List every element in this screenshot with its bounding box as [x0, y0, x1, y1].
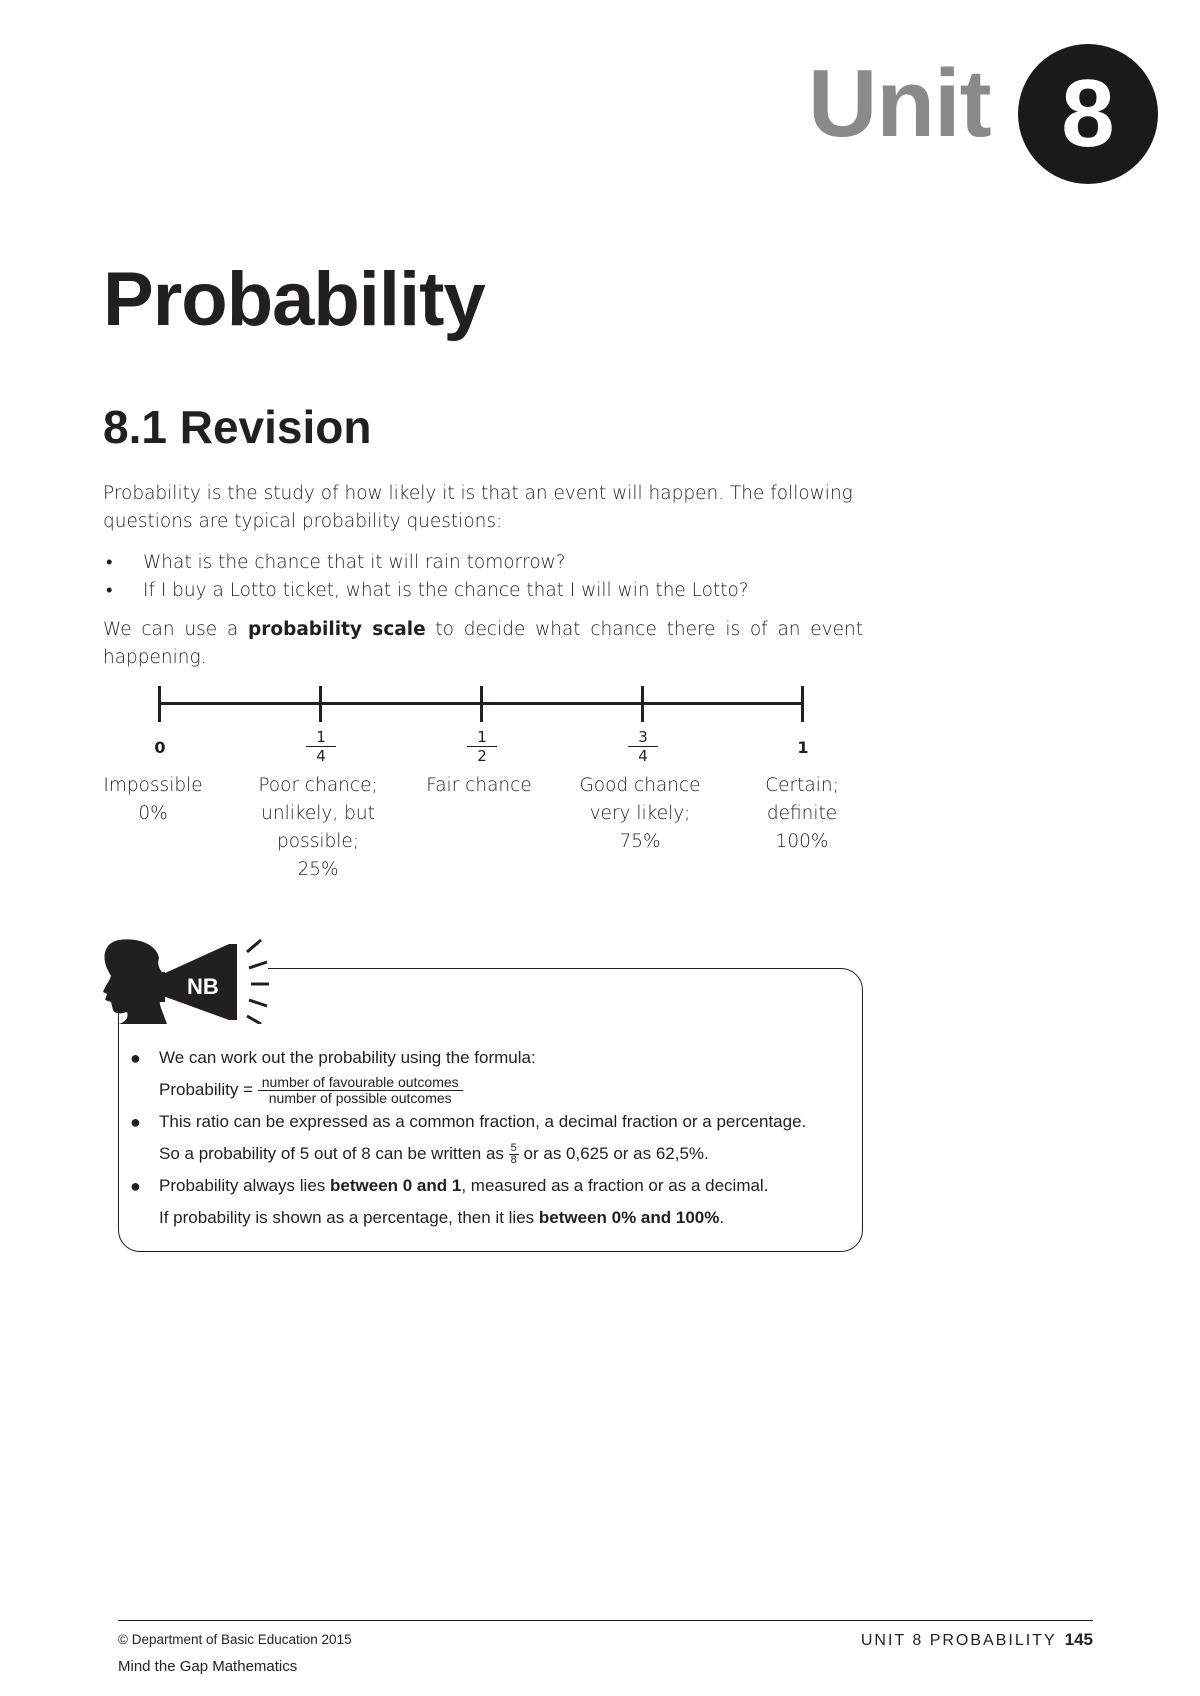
intro-paragraph: Probability is the study of how likely it is that an event will happen. The following questions are typical probability questions: [103, 483, 853, 532]
nb-list [130, 1042, 840, 1234]
scale-description-fair: Fair chance [426, 775, 532, 796]
footer-running-title: UNIT 8 PROBABILITY 145 [860, 1630, 1093, 1649]
list-item: • If I buy a Lotto ticket, what is the chance that I will win the Lotto? [103, 577, 863, 605]
scale-tick [480, 686, 483, 722]
scale-description-certain: Certain; definite 100% [765, 775, 839, 852]
list-item: ● This ratio can be expressed as a common fraction, a decimal fraction or a percentage. So a probability of 5 out of 8 can be written as $\frac{5}{8}$ or as 0,625 or as 62,5%. [130, 1106, 840, 1170]
list-item: ● Probability always lies between 0 and 1, measured as a fraction or as a decimal. If probability is shown as a percentage, then it lies between 0% and 100%. [130, 1170, 840, 1234]
footer-book-title: Mind the Gap Mathematics [118, 1658, 298, 1675]
probability-formula: Probability = $\frac{\text{number of favourable outcomes}}{\text{number of possible outcomes}}$ [159, 1074, 840, 1106]
scale-tick [641, 686, 644, 722]
list-item: ● We can work out the probability using the formula: Probability = $\frac{\text{number of favourable outcomes}}{\text{number of possible outcomes}}$ [130, 1042, 840, 1106]
scale-description-poor: Poor chance; unlikely, but possible; 25% [258, 775, 378, 880]
unit-label: Unit [808, 50, 991, 157]
bullet-icon: ● [130, 1112, 141, 1133]
page-number: 145 [1064, 1630, 1093, 1649]
bullet-icon: • [106, 552, 113, 573]
scale-tick [158, 686, 161, 722]
megaphone-icon [101, 938, 273, 1024]
scale-label-quarter: $\frac{1}{4}$ [306, 728, 336, 765]
bullet-icon: ● [130, 1176, 141, 1197]
bullet-icon: ● [130, 1048, 141, 1068]
footer-divider [118, 1620, 1093, 1621]
bullet-icon: • [106, 580, 113, 601]
five-eighths-fraction: $\frac{5}{8}$ [510, 1142, 517, 1167]
footer-copyright: © Department of Basic Education 2015 [118, 1632, 352, 1647]
nb-badge-text: NB [187, 974, 219, 999]
intro-bullet-list [103, 549, 863, 605]
scale-label-one: 1 [797, 738, 809, 757]
page-title: Probability [103, 257, 485, 342]
section-title: 8.1 Revision [103, 401, 372, 453]
scale-label-half: $\frac{1}{2}$ [467, 728, 497, 765]
scale-intro-paragraph: We can use a probability scale to decide what chance there is of an event happening. [103, 619, 863, 668]
list-item: • What is the chance that it will rain tomorrow? [103, 549, 863, 577]
scale-tick [801, 686, 804, 722]
unit-number-badge: 8 [1018, 44, 1158, 184]
scale-description-impossible: Impossible 0% [103, 775, 203, 824]
scale-tick [319, 686, 322, 722]
scale-label-zero: 0 [154, 738, 166, 757]
scale-description-good: Good chance very likely; 75% [579, 775, 701, 852]
formula-fraction: $\frac{\text{number of favourable outcomes}}{\text{number of possible outcomes}}$ [258, 1075, 463, 1106]
scale-label-three-quarters: $\frac{3}{4}$ [628, 728, 658, 765]
